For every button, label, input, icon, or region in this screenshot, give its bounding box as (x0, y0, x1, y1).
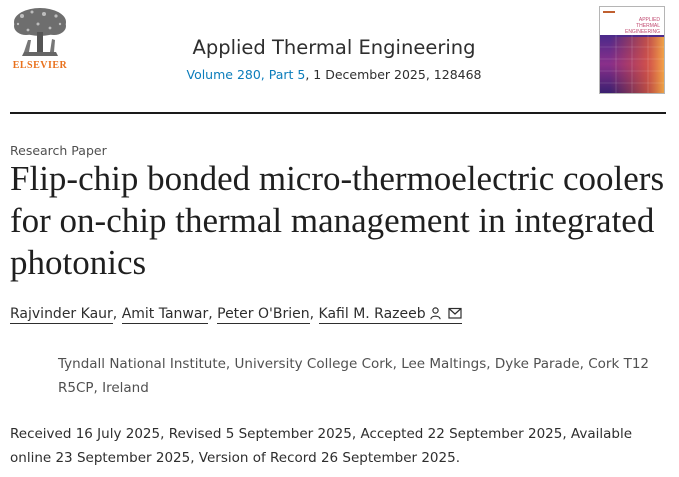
header-divider (10, 112, 666, 114)
author-link[interactable]: Amit Tanwar (121, 306, 209, 322)
journal-cover-thumbnail[interactable] (599, 6, 665, 94)
affiliation: Tyndall National Institute, University College Cork, Lee Maltings, Dyke Parade, Cork T12 R5CP, Ireland (58, 356, 650, 396)
article-type: Research Paper (10, 143, 107, 158)
elsevier-tree-icon (10, 6, 70, 60)
cover-title-line-1: APPLIED (638, 17, 660, 23)
issue-line (150, 67, 518, 82)
cover-title-line-3: ENGINEERING (624, 29, 660, 35)
author-icons (430, 307, 462, 324)
corresponding-author-link[interactable] (319, 306, 462, 324)
volume-link[interactable]: Volume 280, Part 5 (186, 67, 306, 82)
person-icon (430, 308, 439, 319)
issue-details: , 1 December 2025, 128468 (305, 67, 482, 82)
publisher-name: ELSEVIER (12, 60, 68, 71)
journal-header (150, 36, 518, 82)
author-link[interactable]: Rajvinder Kaur (10, 306, 113, 322)
author-separator: , (309, 306, 319, 322)
cover-image (600, 7, 664, 93)
cover-title-line-2: THERMAL (636, 23, 660, 29)
author-list (10, 306, 462, 324)
article-title: Flip-chip bonded micro-thermoelectric coolers for on-chip thermal management in integrated photonics (10, 159, 665, 282)
author-name: Kafil M. Razeeb (318, 306, 426, 322)
author-link[interactable]: Peter O'Brien (217, 306, 310, 322)
email-icon (449, 309, 461, 319)
author-separator: , (112, 306, 122, 322)
journal-title-link[interactable]: Applied Thermal Engineering (192, 36, 476, 59)
author-separator: , (208, 306, 218, 322)
article-history: Received 16 July 2025, Revised 5 September 2025, Accepted 22 September 2025, Available online 23 September 2025, Version of Record 26 September 2025. (10, 426, 633, 466)
